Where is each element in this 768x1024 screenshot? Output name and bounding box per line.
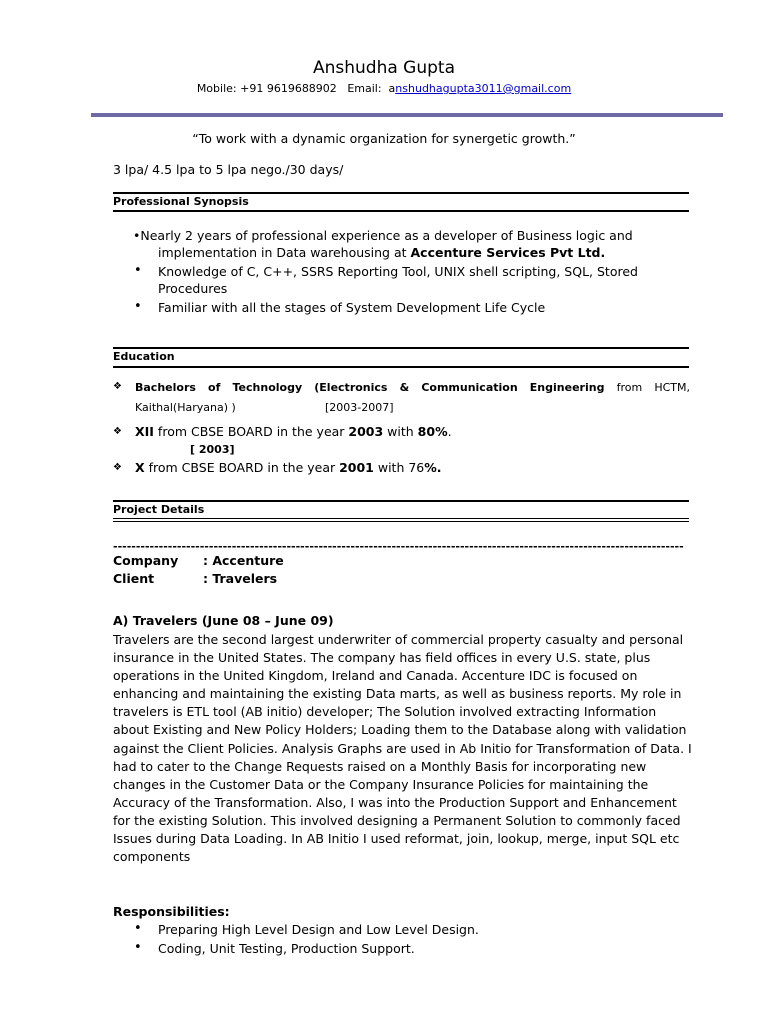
education-btech-years: [2003-2007] — [325, 401, 394, 414]
section-title-education: Education — [113, 350, 175, 363]
xii-end: . — [447, 424, 452, 439]
contact-line — [0, 82, 768, 95]
synopsis-employer: Accenture Services Pvt Ltd. — [410, 245, 606, 260]
degree-word: (Electronics — [314, 381, 388, 394]
degree-from: from — [616, 381, 643, 394]
bullet-icon: • — [134, 299, 142, 314]
degree-word: of — [208, 381, 221, 394]
x-text: from CBSE BOARD in the year — [144, 460, 340, 475]
education-x — [135, 460, 442, 475]
responsibility-item: Coding, Unit Testing, Production Support. — [158, 941, 415, 956]
xii-year: 2003 — [348, 424, 384, 439]
degree-word: Technology — [232, 381, 303, 394]
degree-institution: HCTM, — [654, 381, 690, 394]
client-label: Client — [113, 571, 155, 586]
client-value: : Travelers — [203, 571, 278, 586]
synopsis-item-2-line-2: Procedures — [158, 281, 228, 296]
xii-with: with — [383, 424, 418, 439]
objective: “To work with a dynamic organization for synergetic growth.” — [192, 131, 576, 146]
synopsis-item-3: Familiar with all the stages of System Development Life Cycle — [158, 300, 546, 315]
section-rule-bottom — [113, 210, 689, 212]
bullet-icon: • — [134, 940, 142, 955]
degree-word: Communication — [421, 381, 518, 394]
email-label: Email: — [347, 82, 382, 95]
candidate-name: Anshudha Gupta — [312, 58, 456, 78]
section-rule-bottom — [113, 518, 689, 519]
section-rule-bottom-double — [113, 521, 689, 522]
synopsis-item-1-line-1: •Nearly 2 years of professional experience as a developer of Business logic and — [133, 228, 633, 243]
section-title-project: Project Details — [113, 503, 205, 516]
responsibilities-title: Responsibilities: — [113, 904, 230, 919]
x-percentage: %. — [424, 460, 442, 475]
salary-expectation: 3 lpa/ 4.5 lpa to 5 lpa nego./30 days/ — [113, 162, 344, 177]
degree-word: Engineering — [529, 381, 605, 394]
xii-text: from CBSE BOARD in the year — [153, 424, 349, 439]
section-rule-bottom — [113, 366, 689, 368]
header-divider — [91, 113, 723, 117]
diamond-bullet-icon: ❖ — [113, 462, 122, 473]
project-heading: A) Travelers (June 08 – June 09) — [113, 613, 334, 628]
dashed-separator: ----------------------------------------------------------------------------------------------------------------------------- — [113, 540, 684, 553]
xii-year-bracket: [ 2003] — [190, 443, 235, 456]
mobile-number: +91 9619688902 — [240, 82, 337, 95]
diamond-bullet-icon: ❖ — [113, 381, 122, 392]
diamond-bullet-icon: ❖ — [113, 426, 122, 437]
synopsis-item-1-line-2 — [158, 245, 605, 260]
education-xii — [135, 424, 452, 439]
responsibility-item: Preparing High Level Design and Low Level Design. — [158, 922, 479, 937]
x-label: X — [135, 460, 145, 475]
x-year: 2001 — [339, 460, 374, 475]
email-link[interactable]: nshudhagupta3011@gmail.com — [395, 82, 572, 95]
company-value: : Accenture — [203, 553, 284, 568]
section-rule-top — [113, 347, 689, 349]
bullet-icon: • — [134, 921, 142, 936]
email-prefix: a — [388, 82, 396, 95]
synopsis-item-2-line-1: Knowledge of C, C++, SSRS Reporting Tool, UNIX shell scripting, SQL, Stored — [158, 264, 638, 279]
degree-word: Bachelors — [135, 381, 196, 394]
mobile-label: Mobile: — [196, 82, 237, 95]
x-with: with 76 — [373, 460, 425, 475]
section-rule-top — [113, 500, 689, 502]
education-btech-location: Kaithal(Haryana) ) — [135, 401, 236, 414]
bullet-icon: • — [134, 263, 142, 278]
project-description: Travelers are the second largest underwriter of commercial property casualty and personal insurance in the United States. The company has field offices in every U.S. state, plus operations in the United Kingdom, Ireland and Canada. Accenture IDC is focused on enhancing and maintaining the existing Data marts, as well as business reports. My role in travelers is ETL tool (AB initio) developer; The Solution involved extracting Information about Existing and New Policy Holders; Loading them to the Database along with validation against the Client Policies. Analysis Graphs are used in Ab Initio for Transformation of Data. I had to cater to the Change Requests raised on a Monthly Basis for incorporating new changes in the Customer Data or the Company Insurance Policies for maintaining the Accuracy of the Transformation. Also, I was into the Production Support and Enhancement for the existing Solution. This involved designing a Permanent Solution to commonly faced Issues during Data Loading. In AB Initio I used reformat, join, lookup, merge, input SQL etc components — [113, 632, 692, 865]
synopsis-item-1-text: implementation in Data warehousing at — [158, 245, 411, 260]
education-btech-line-1 — [135, 381, 690, 394]
degree-word: & — [399, 381, 410, 394]
xii-label: XII — [135, 424, 154, 439]
section-title-synopsis: Professional Synopsis — [113, 195, 249, 208]
section-rule-top — [113, 192, 689, 194]
company-label: Company — [113, 553, 179, 568]
xii-percentage: 80% — [417, 424, 448, 439]
